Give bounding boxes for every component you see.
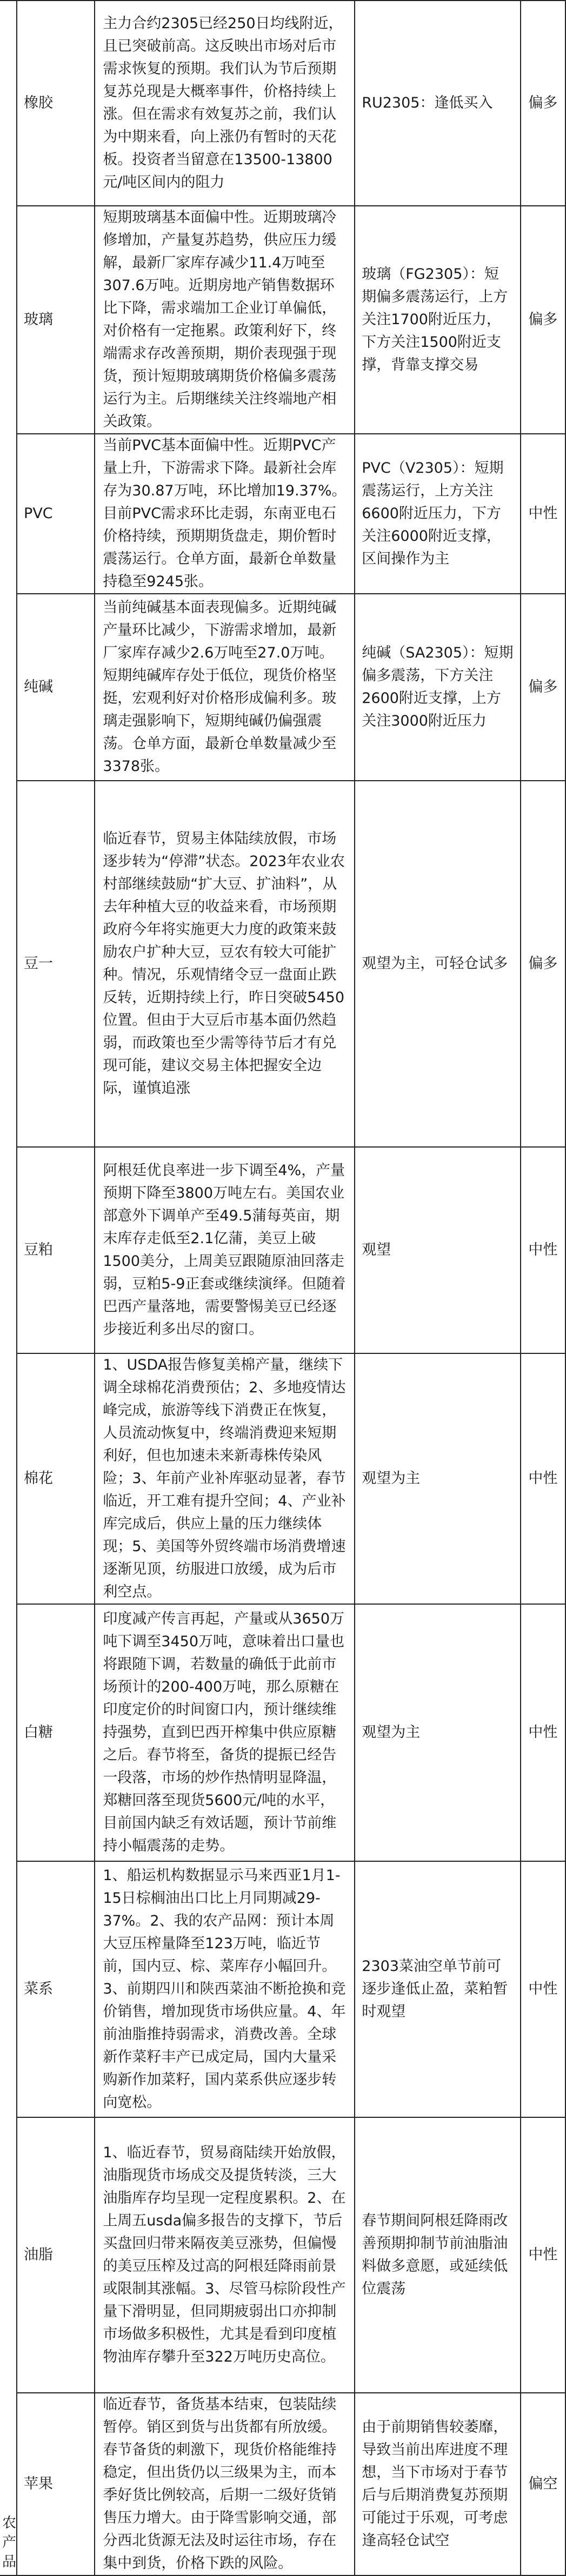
commodity-name: 棉花: [17, 1353, 95, 1604]
commodity-name: 油脂: [17, 2117, 95, 2393]
table-row: [0, 594, 565, 781]
table-row: [0, 1147, 565, 1353]
commodity-analysis: 临近春节，贸易主体陆续放假，市场逐步转为“停滞”状态。2023年农业农村部继续鼓励“扩大豆、扩油料”，从去年种植大豆的收益来看，市场预期政府今年将实施更大力度的政策来鼓励农户扩种大豆，豆农有较大可能扩种。情况，乐观情绪令豆一盘面止跌反转，近期持续上行，昨日突破5450位置。但由于大豆后市基本面仍然趋弱，而政策也至少需等待节后才有兑现可能，建议交易主体把握安全边际，谨慎追涨: [95, 781, 355, 1147]
commodity-direction: 偏多: [521, 206, 565, 434]
commodity-strategy: 观望为主: [355, 1353, 521, 1604]
table-row: [0, 2393, 565, 2575]
commodity-strategy: 2303菜油空单节前可逐步逢低止盈，菜粕暂时观望: [355, 1861, 521, 2117]
commodity-analysis: 印度减产传言再起，产量或从3650万吨下调至3450万吨，意味着出口量也将跟随下调，若数量的确低于此前市场预计的200-400万吨，那么原糖在印度定价的时间窗口内，预计继续维持强势，直到巴西开榨集中供应原糖之后。春节将至，备货的提振已经告一段落，市场的炒作热情明显降温，郑糖回落至现货5600元/吨的水平，目前国内缺乏有效话题，预计节前维持小幅震荡的走势。: [95, 1604, 355, 1861]
section-label-cell: [0, 1, 17, 2575]
commodity-analysis: 当前纯碱基本面表现偏多。近期纯碱产量环比减少，下游需求增加，最新厂家库存减少2.6万吨至27.0万吨。短期纯碱库存处于低位，现货价格坚挺，宏观利好对价格形成偏利多。玻璃走强影响下，短期纯碱仍偏强震荡。仓单方面，最新仓单数量减少至3378张。: [95, 594, 355, 781]
commodity-name: 豆一: [17, 781, 95, 1147]
table-row: [0, 1353, 565, 1604]
commodity-strategy: 观望为主，可轻仓试多: [355, 781, 521, 1147]
commodity-direction: 偏多: [521, 781, 565, 1147]
commodity-strategy: PVC（V2305）：短期震荡运行，上方关注6600附近压力，下方关注6000附近支撑，区间操作为主: [355, 434, 521, 594]
commodity-direction: 中性: [521, 434, 565, 594]
commodity-analysis: 临近春节，备货基本结束，包装陆续暂停。销区到货与出货都有所放缓。春节备货的刺激下，现货价格能维持稳定，但出货仍以三级果为主，而本季好货比例较高，后期一二级好货销售压力增大。由于降雪影响交通，部分西北货源无法及时运往市场，存在集中到货，价格下跌的风险。: [95, 2393, 355, 2575]
commodity-direction: 偏多: [521, 1, 565, 206]
commodity-name: PVC: [17, 434, 95, 594]
commodity-analysis: 1、船运机构数据显示马来西亚1月1-15日棕榈油出口比上月同期减29-37%。2、我的农产品网：预计本周大豆压榨量降至123万吨，临近节前，国内豆、棕、菜库存小幅回升。3、前期四川和陕西菜油不断抢换和竞价销售，增加现货市场供应量。4、年前油脂推持弱需求，消费改善。全球新作菜籽丰产已成定局，国内大量采购新作加菜籽，国内菜系供应逐步转向宽松。: [95, 1861, 355, 2117]
commodity-name: 菜系: [17, 1861, 95, 2117]
commodity-analysis: 短期玻璃基本面偏中性。近期玻璃冷修增加，产量复苏趋势，供应压力缓解，最新厂家库存减少11.4万吨至307.6万吨。近期房地产销售数据环比下降，需求端加工企业订单偏低，对价格有一定拖累。政策利好下，终端需求存改善预期，期价表现强于现货，预计短期玻璃期货价格偏多震荡运行为主。后期继续关注终端地产相关政策。: [95, 206, 355, 434]
commodity-strategy: 由于前期销售较萎靡，导致当前出库进度不理想，当下市场对于春节后与后期消费复苏预期可能过于乐观，可考虑逢高轻仓试空: [355, 2393, 521, 2575]
table-row: [0, 434, 565, 594]
commodity-direction: 偏空: [521, 2393, 565, 2575]
commodity-name: 橡胶: [17, 1, 95, 206]
commodity-direction: 偏多: [521, 594, 565, 781]
table-row: [0, 206, 565, 434]
commodity-direction: 中性: [521, 1353, 565, 1604]
commodity-analysis: 1、临近春节，贸易商陆续开始放假，油脂现货市场成交及提货转淡，三大油脂库存均呈现一定程度累积。2、在上周五usda偏多报告的支撑下，节后买盘回归带来隔夜美豆涨势，但偏慢的美豆压榨及过高的阿根廷降雨前景或限制其涨幅。3、尽管马棕阶段性产量下滑明显，但同期疲弱出口亦抑制市场做多积极性，尤其是看到印度植物油库存攀升至322万吨历史高位。: [95, 2117, 355, 2393]
commodity-strategy: 玻璃（FG2305）：短期偏多震荡运行，上方关注1700附近压力，下方关注1500附近支撑，背靠支撑交易: [355, 206, 521, 434]
commodity-strategy: RU2305：逢低买入: [355, 1, 521, 206]
commodity-name: 豆粕: [17, 1147, 95, 1353]
commodity-analysis: 当前PVC基本面偏中性。近期PVC产量上升，下游需求下降。最新社会库存为30.87万吨，环比增加19.37%。目前PVC需求环比走弱，东南亚电石价格持续，预期期货盘走，期价暂时震荡运行。仓单方面，最新仓单数量持稳至9245张。: [95, 434, 355, 594]
commodity-name: 白糖: [17, 1604, 95, 1861]
table-row: [0, 781, 565, 1147]
commodity-direction: 中性: [521, 1147, 565, 1353]
commodity-direction: 中性: [521, 1604, 565, 1861]
commodity-name: 纯碱: [17, 594, 95, 781]
commodity-strategy: 春节期间阿根廷降雨改善预期抑制节前油脂油料做多意愿，或延续低位震荡: [355, 2117, 521, 2393]
commodity-strategy: 纯碱（SA2305）：短期偏多震荡，下方关注2600附近支撑，上方关注3000附近压力: [355, 594, 521, 781]
commodity-strategy: 观望: [355, 1147, 521, 1353]
table-row: [0, 1, 565, 206]
commodity-analysis: 主力合约2305已经250日均线附近，且已突破前高。这反映出市场对后市需求恢复的预期。我们认为节后预期复苏兑现是大概率事件，价格持续上涨。但在需求有效复苏之前，我们认为中期来看，向上涨仍有暂时的天花板。投资者当留意在13500-13800元/吨区间内的阻力: [95, 1, 355, 206]
commodity-name: 苹果: [17, 2393, 95, 2575]
commodity-analysis: 1、USDA报告修复美棉产量，继续下调全球棉花消费预估；2、多地疫情达峰完成，旅游等线下消费正在恢复，人员流动恢复中，终端消费迎来短期利好，但也加速未来新毒株传染风险；3、年前产业补库驱动显著，春节临近，开工难有提升空间；4、产业补库完成后，供应上量的压力继续体现；5、美国等外贸终端市场消费增速逐渐见顶，纺服进口放缓，成为后市利空点。: [95, 1353, 355, 1604]
table-row: [0, 2117, 565, 2393]
commodity-analysis: 阿根廷优良率进一步下调至4%，产量预期下降至3800万吨左右。美国农业部意外下调单产至49.5蒲每英亩，期末库存走低至2.1亿蒲，美豆上破1500美分，上周美豆跟随原油回落走弱，豆粕5-9正套或继续演绎。但随着巴西产量落地，需要警惕美豆已经逐步接近利多出尽的窗口。: [95, 1147, 355, 1353]
commodity-direction: 中性: [521, 1861, 565, 2117]
table-row: [0, 1861, 565, 2117]
commodity-name: 玻璃: [17, 206, 95, 434]
commodity-direction: 中性: [521, 2117, 565, 2393]
section-label: 农产品: [2, 2515, 17, 2570]
table-row: [0, 1604, 565, 1861]
commodity-strategy: 观望为主: [355, 1604, 521, 1861]
